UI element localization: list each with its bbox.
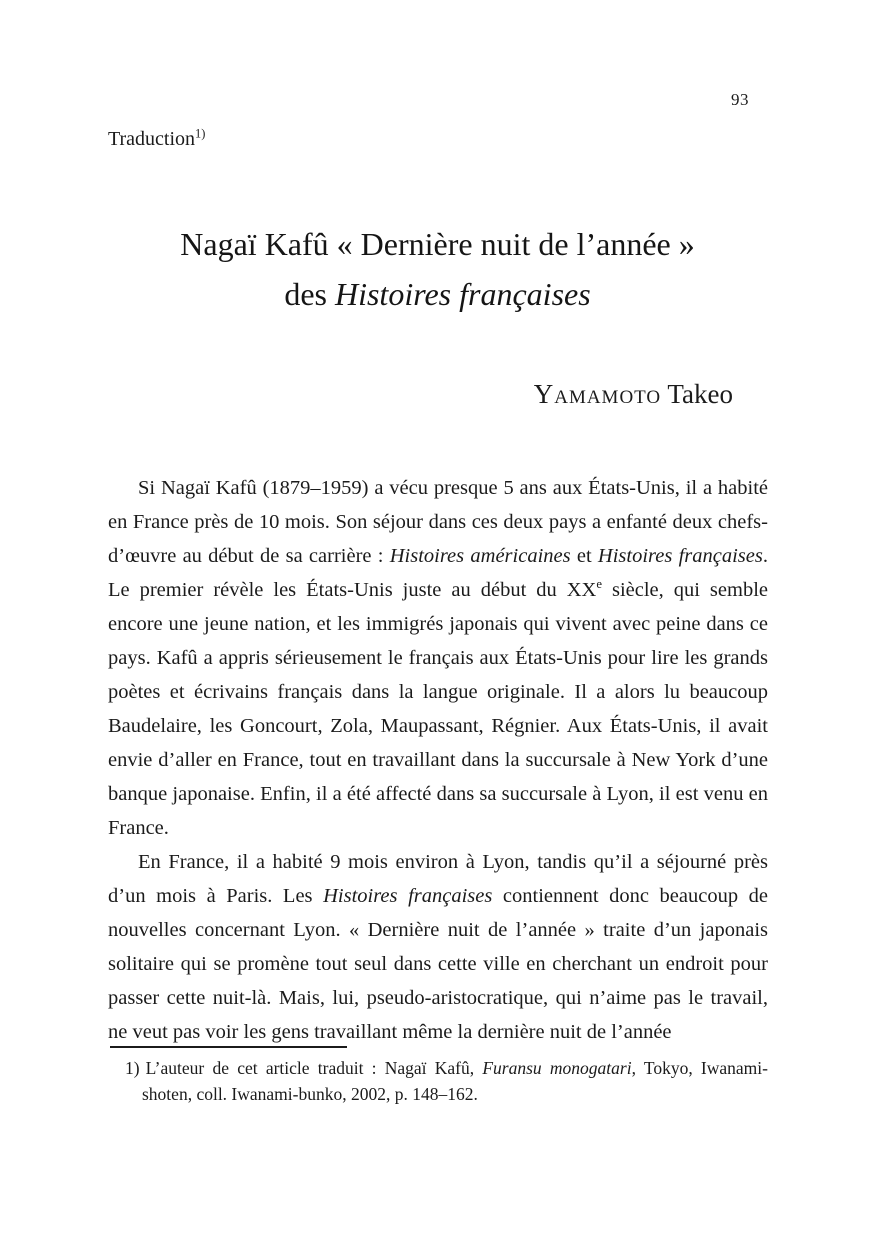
- paragraph: En France, il a habité 9 mois environ à Lyon, tandis qu’il a séjourné près d’un mois à Paris. Les Histoires françaises contiennent donc beaucoup de nouvelles concernant Lyon. « Dernière nuit de l’année » traite d’un japonais solitaire qui se promène tout seul dans cette ville en cherchant un endroit pour passer cette nuit-là. Mais, lui, pseudo-aristocratique, qui n’aime pas le travail, ne veut pas voir les gens travaillant même la dernière nuit de l’année: [108, 851, 768, 1043]
- article-body: [108, 471, 768, 1049]
- article-title-work-name: Histoires françaises: [334, 276, 591, 312]
- footnote-block: [108, 1046, 768, 1107]
- footnote-text: L’auteur de cet article traduit : Nagaï Kafû, Furansu monogatari, Tokyo, Iwanami-shoten, coll. Iwanami-bunko, 2002, p. 148–162.: [142, 1058, 768, 1104]
- footnote-marker: 1): [125, 1058, 140, 1078]
- paragraph: Si Nagaï Kafû (1879–1959) a vécu presque 5 ans aux États-Unis, il a habité en France près de 10 mois. Son séjour dans ces deux pays a enfanté deux chefs-d’œuvre au début de sa carrière : Histoires américaines et Histoires françaises. Le premier révèle les États-Unis juste au début du XXe siècle, qui semble encore une jeune nation, et les immigrés japonais qui vivent avec peine dans ce pays. Kafû a appris sérieusement le français aux États-Unis pour lire les grands poètes et écrivains français dans la langue originale. Il a alors lu beaucoup Baudelaire, les Goncourt, Zola, Maupassant, Régnier. Aux États-Unis, il avait envie d’aller en France, tout en travaillant dans la succursale à New York d’une banque japonaise. Enfin, il a été affecté dans sa succursale à Lyon, il est venu en France.: [108, 477, 768, 839]
- author-family-name: Yamamoto: [533, 379, 662, 409]
- article-title-line-1: Nagaï Kafû « Dernière nuit de l’année »: [180, 226, 695, 262]
- footnote-separator-rule: [110, 1046, 347, 1048]
- running-head: [108, 128, 205, 151]
- footnote: [108, 1055, 768, 1107]
- author-given-name: Takeo: [667, 379, 733, 409]
- article-title-line-2: [0, 269, 875, 319]
- author-line: [108, 379, 733, 410]
- page-number: 93: [731, 90, 749, 109]
- running-head-label: Traduction: [108, 128, 196, 150]
- article-title-line-2-prefix: des: [284, 276, 335, 312]
- article-title: [0, 219, 875, 319]
- running-head-footnote-ref: 1): [195, 126, 206, 141]
